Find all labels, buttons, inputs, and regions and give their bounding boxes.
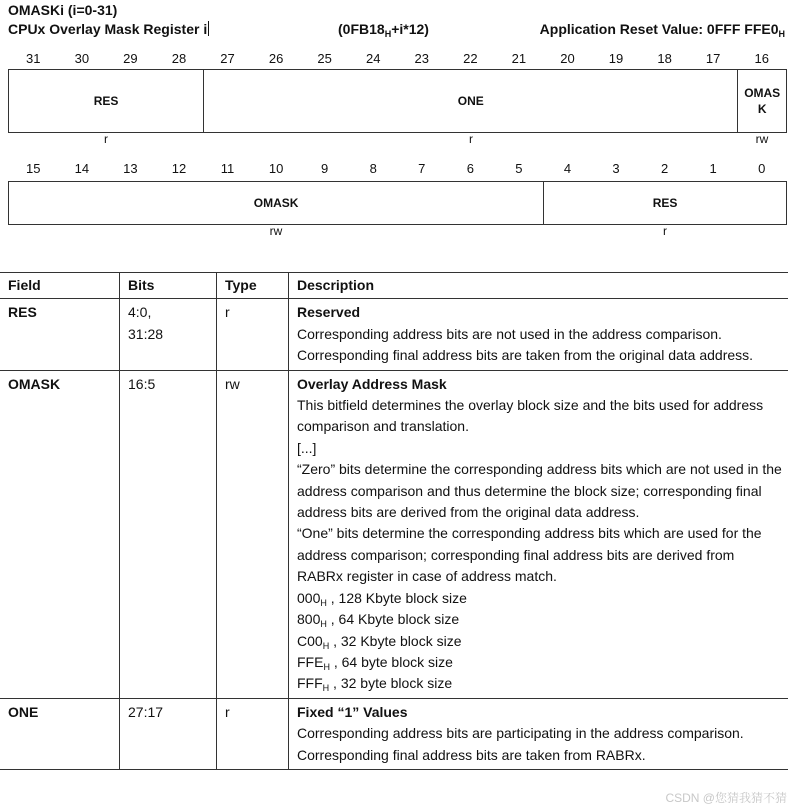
lower-register-row xyxy=(8,181,787,225)
register-long-name xyxy=(8,21,209,37)
block-size-code: C00 xyxy=(297,632,323,649)
description-line: Corresponding final address bits are taken from the original data address. xyxy=(297,347,754,364)
lower-bit-3: 3 xyxy=(612,161,620,176)
upper-bit-26: 26 xyxy=(268,51,284,66)
cell-field: OMASK xyxy=(0,370,120,698)
table-body xyxy=(0,299,788,770)
access-omask-upper: rw xyxy=(755,132,769,146)
cell-description xyxy=(289,698,789,769)
lower-bit-12: 12 xyxy=(171,161,187,176)
lower-bit-10: 10 xyxy=(268,161,284,176)
field-description-table xyxy=(0,272,788,770)
field-one: ONE xyxy=(203,70,737,132)
access-one: r xyxy=(469,132,473,146)
upper-bit-25: 25 xyxy=(317,51,332,66)
upper-bit-30: 30 xyxy=(74,51,90,66)
block-size-entry xyxy=(297,631,783,652)
description-line: [...] xyxy=(297,439,317,456)
upper-bit-29: 29 xyxy=(123,51,138,66)
register-long-name-text: CPUx Overlay Mask Register i xyxy=(8,21,208,37)
lower-bit-0: 0 xyxy=(758,161,766,176)
header-field: Field xyxy=(0,273,120,299)
description-line: “Zero” bits determine the corresponding address bits which are not used in the address comparison and thus determine the block size; corresponding final address bits are derived from the original data address. xyxy=(297,461,782,521)
register-address xyxy=(338,21,429,37)
block-size-text: , 32 Kbyte block size xyxy=(329,632,462,649)
description-line: This bitfield determines the overlay block size and the bits used for address comparison and translation. xyxy=(297,397,764,435)
upper-bit-23: 23 xyxy=(414,51,429,66)
block-size-text: , 64 byte block size xyxy=(329,653,453,670)
block-size-sub: H xyxy=(323,661,330,672)
description-line: “One” bits determine the corresponding address bits which are used for the address comparison; corresponding final address bits are derived from RABRx register in case of address match. xyxy=(297,525,762,585)
lower-bit-9: 9 xyxy=(321,161,329,176)
description-title: Overlay Address Mask xyxy=(297,375,447,392)
field-res-lower: RES xyxy=(543,182,786,224)
block-size-text: , 32 byte block size xyxy=(329,675,453,692)
block-size-code: 800 xyxy=(297,611,321,628)
block-size-sub: H xyxy=(322,683,330,694)
block-size-sub: H xyxy=(320,597,327,608)
lower-bit-numbers xyxy=(9,161,786,177)
upper-bit-20: 20 xyxy=(560,51,575,66)
watermark: CSDN @您猜我猜不猜 xyxy=(665,791,787,805)
lower-bit-14: 14 xyxy=(74,161,90,176)
block-size-entry xyxy=(297,652,783,673)
address-suffix: +i*12) xyxy=(391,21,429,37)
block-size-sub: H xyxy=(320,619,327,630)
cell-bits: 27:17 xyxy=(120,698,217,769)
block-size-code: FFE xyxy=(297,653,324,670)
lower-bit-5: 5 xyxy=(515,161,523,176)
access-res-lower: r xyxy=(663,224,667,238)
upper-bit-19: 19 xyxy=(608,51,624,66)
header-type: Type xyxy=(217,273,289,299)
register-short-name: OMASKi (i=0-31) xyxy=(8,2,118,18)
field-omask-upper: OMASK xyxy=(737,70,786,132)
block-size-entry xyxy=(297,588,783,609)
cell-description xyxy=(289,370,789,698)
lower-bit-4: 4 xyxy=(563,161,572,176)
lower-bit-8: 8 xyxy=(369,161,377,176)
upper-bit-21: 21 xyxy=(511,51,527,66)
block-size-code: FFF xyxy=(297,675,323,692)
upper-bit-numbers xyxy=(9,51,786,67)
reset-label: Application Reset Value: 0FFF FFE0 xyxy=(539,21,779,37)
header-description: Description xyxy=(289,273,789,299)
upper-bit-16: 16 xyxy=(754,51,769,66)
address-prefix: (0FB18 xyxy=(338,21,385,37)
reset-value xyxy=(540,21,785,37)
table-row xyxy=(0,370,788,698)
reset-sub: H xyxy=(778,29,785,39)
lower-bit-15: 15 xyxy=(26,161,41,176)
lower-bit-6: 6 xyxy=(466,161,474,176)
lower-bit-7: 7 xyxy=(418,161,426,176)
description-line: Corresponding final address bits are taken from RABRx. xyxy=(297,746,646,763)
field-res-upper: RES xyxy=(93,94,119,108)
access-omask-lower: rw xyxy=(269,224,283,238)
upper-bit-31: 31 xyxy=(26,51,41,66)
cell-description xyxy=(289,299,789,370)
cell-bits: 16:5 xyxy=(120,370,217,698)
upper-bit-28: 28 xyxy=(171,51,187,66)
access-res-upper: r xyxy=(104,132,108,146)
header-bits: Bits xyxy=(120,273,217,299)
cell-field: ONE xyxy=(0,698,120,769)
upper-bit-24: 24 xyxy=(365,51,381,66)
table-header-row xyxy=(0,273,788,299)
cell-field: RES xyxy=(0,299,120,370)
text-cursor xyxy=(208,21,209,36)
cell-type: rw xyxy=(217,370,289,698)
lower-bit-1: 1 xyxy=(709,161,717,176)
lower-bit-11: 11 xyxy=(220,161,235,176)
block-size-text: , 64 Kbyte block size xyxy=(326,611,460,628)
table-row xyxy=(0,299,788,370)
upper-register-row xyxy=(8,69,787,133)
description-title: Reserved xyxy=(297,304,361,321)
upper-bit-17: 17 xyxy=(705,51,721,66)
address-sub: H xyxy=(384,29,392,39)
cell-bits: 4:0, 31:28 xyxy=(120,299,217,370)
block-size-text: , 128 Kbyte block size xyxy=(326,589,467,606)
lower-bit-13: 13 xyxy=(123,161,138,176)
table-row xyxy=(0,698,788,769)
block-size-sub: H xyxy=(322,640,330,651)
description-line: Corresponding address bits are participating in the address comparison. xyxy=(297,725,744,742)
upper-bit-18: 18 xyxy=(657,51,672,66)
block-size-code: 000 xyxy=(297,589,321,606)
lower-bit-2: 2 xyxy=(660,161,669,176)
upper-bit-27: 27 xyxy=(220,51,235,66)
description-line: Corresponding address bits are not used in the address comparison. xyxy=(297,325,722,342)
description-title: Fixed “1” Values xyxy=(297,703,408,720)
block-size-entry xyxy=(297,673,783,694)
cell-type: r xyxy=(217,299,289,370)
upper-bit-22: 22 xyxy=(463,51,478,66)
cell-type: r xyxy=(217,698,289,769)
field-omask-lower: OMASK xyxy=(253,196,299,210)
block-size-entry xyxy=(297,609,783,630)
